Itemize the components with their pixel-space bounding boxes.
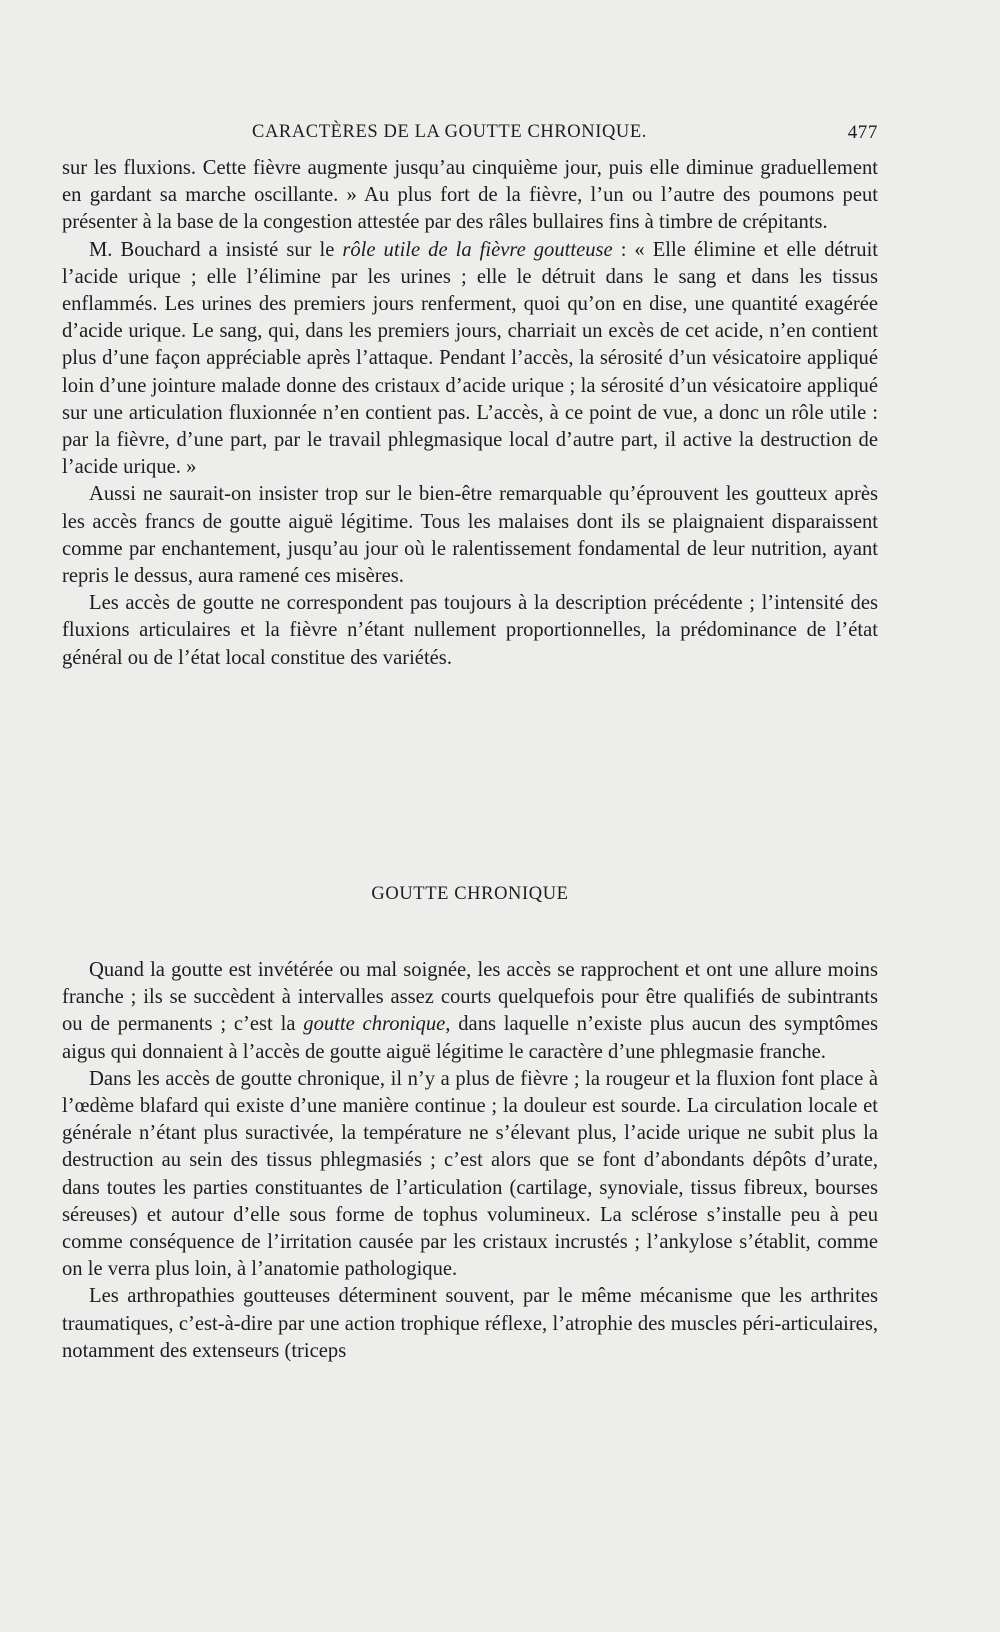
paragraph-goutte-chronique [62, 957, 878, 1066]
paragraph-text: : « Elle élimine et elle détruit l’acide urique ; elle l’élimine par les urines ; elle le détruit dans le sang et dans les tissus enflammés. Les urines des premiers jours renferment, quoi qu’on en dise, une quantité exagérée d’acide urique. Le sang, qui, dans les premiers jours, charriait un excès de cet acide, n’en contient plus d’une façon appréciable après l’attaque. Pendant l’accès, la sérosité d’un vésicatoire appliqué loin d’une jointure malade donne des cristaux d’acide urique ; la sérosité d’un vésicatoire appliqué sur une articulation fluxionnée n’en contient pas. L’accès, à ce point de vue, a donc un rôle utile : par la fièvre, d’une part, par le travail phlegmasique local d’autre part, il active la destruction de l’acide urique. » [62, 238, 879, 479]
paragraph-text: , dans laquelle n’existe plus aucun des symptômes aigus qui donnaient à l’accès de goutte aiguë légitime le caractère d’une phlegmasie franche. [62, 1013, 878, 1063]
page-header [62, 122, 878, 150]
paragraph-text: Quand la goutte est invétérée ou mal soignée, les accès se rapprochent et ont une allure moins franche ; ils se succèdent à intervalles assez courts quelquefois pour être qualifiés de subintrants ou de permanents ; c’est la [62, 959, 878, 1036]
page-number: 477 [847, 122, 878, 143]
running-title: CARACTÈRES DE LA GOUTTE CHRONIQUE. [252, 122, 648, 142]
body-text-top [62, 155, 878, 672]
paragraph-bien-etre: Aussi ne saurait-on insister trop sur le bien-être remarquable qu’éprouvent les goutteux après les accès francs de goutte aiguë légitime. Tous les malaises dont ils se plaignaient disparaissent comme par enchantement, jusqu’au jour où le ralentissement fondamental de leur nutrition, ayant repris le dessus, aura ramené ces misères. [62, 483, 878, 588]
italic-phrase: goutte chronique [303, 1013, 446, 1036]
paragraph-arthropathies: Les arthropathies goutteuses déterminent souvent, par le même mécanisme que les arthrites traumatiques, c’est-à-dire par une action trophique réflexe, l’atrophie des muscles péri-articulaires, notamment des extenseurs (triceps [62, 1285, 878, 1362]
paragraph-text: M. Bouchard a insisté sur le [89, 238, 343, 261]
body-text-bottom [62, 957, 878, 1365]
section-heading: GOUTTE CHRONIQUE [371, 884, 569, 904]
paragraph-bouchard [62, 237, 878, 482]
italic-phrase: rôle utile de la fièvre goutteuse [342, 238, 613, 261]
paragraph-acces-chronique: Dans les accès de goutte chronique, il n’y a plus de fièvre ; la rougeur et la fluxion font place à l’œdème blafard qui existe d’une manière continue ; la douleur est sourde. La circulation locale et générale n’étant plus suractivée, la température ne s’élevant plus, l’acide urique ne subit plus la destruction au sein des tissus phlegmasiés ; c’est alors que se font d’abondants dépôts d’urate, dans toutes les parties constituantes de l’articulation (cartilage, synoviale, tissus fibreux, bourses séreuses) et autour d’elle sous forme de tophus volumineux. La sclérose s’installe peu à peu comme conséquence de l’irritation causée par les cristaux incrustés ; l’ankylose s’établit, comme on le verra plus loin, à l’anatomie pathologique. [62, 1067, 878, 1281]
paragraph-continued: sur les fluxions. Cette fièvre augmente jusqu’au cinquième jour, puis elle diminue graduellement en gardant sa marche oscillante. » Au plus fort de la fièvre, l’un ou l’autre des poumons peut présenter à la base de la congestion attestée par des râles bullaires fins à timbre de crépitants. [62, 157, 878, 234]
paragraph-varietes: Les accès de goutte ne correspondent pas toujours à la description précédente ; l’intensité des fluxions articulaires et la fièvre n’étant nullement proportionnelles, la prédominance de l’état général ou de l’état local constitue des variétés. [62, 592, 878, 669]
